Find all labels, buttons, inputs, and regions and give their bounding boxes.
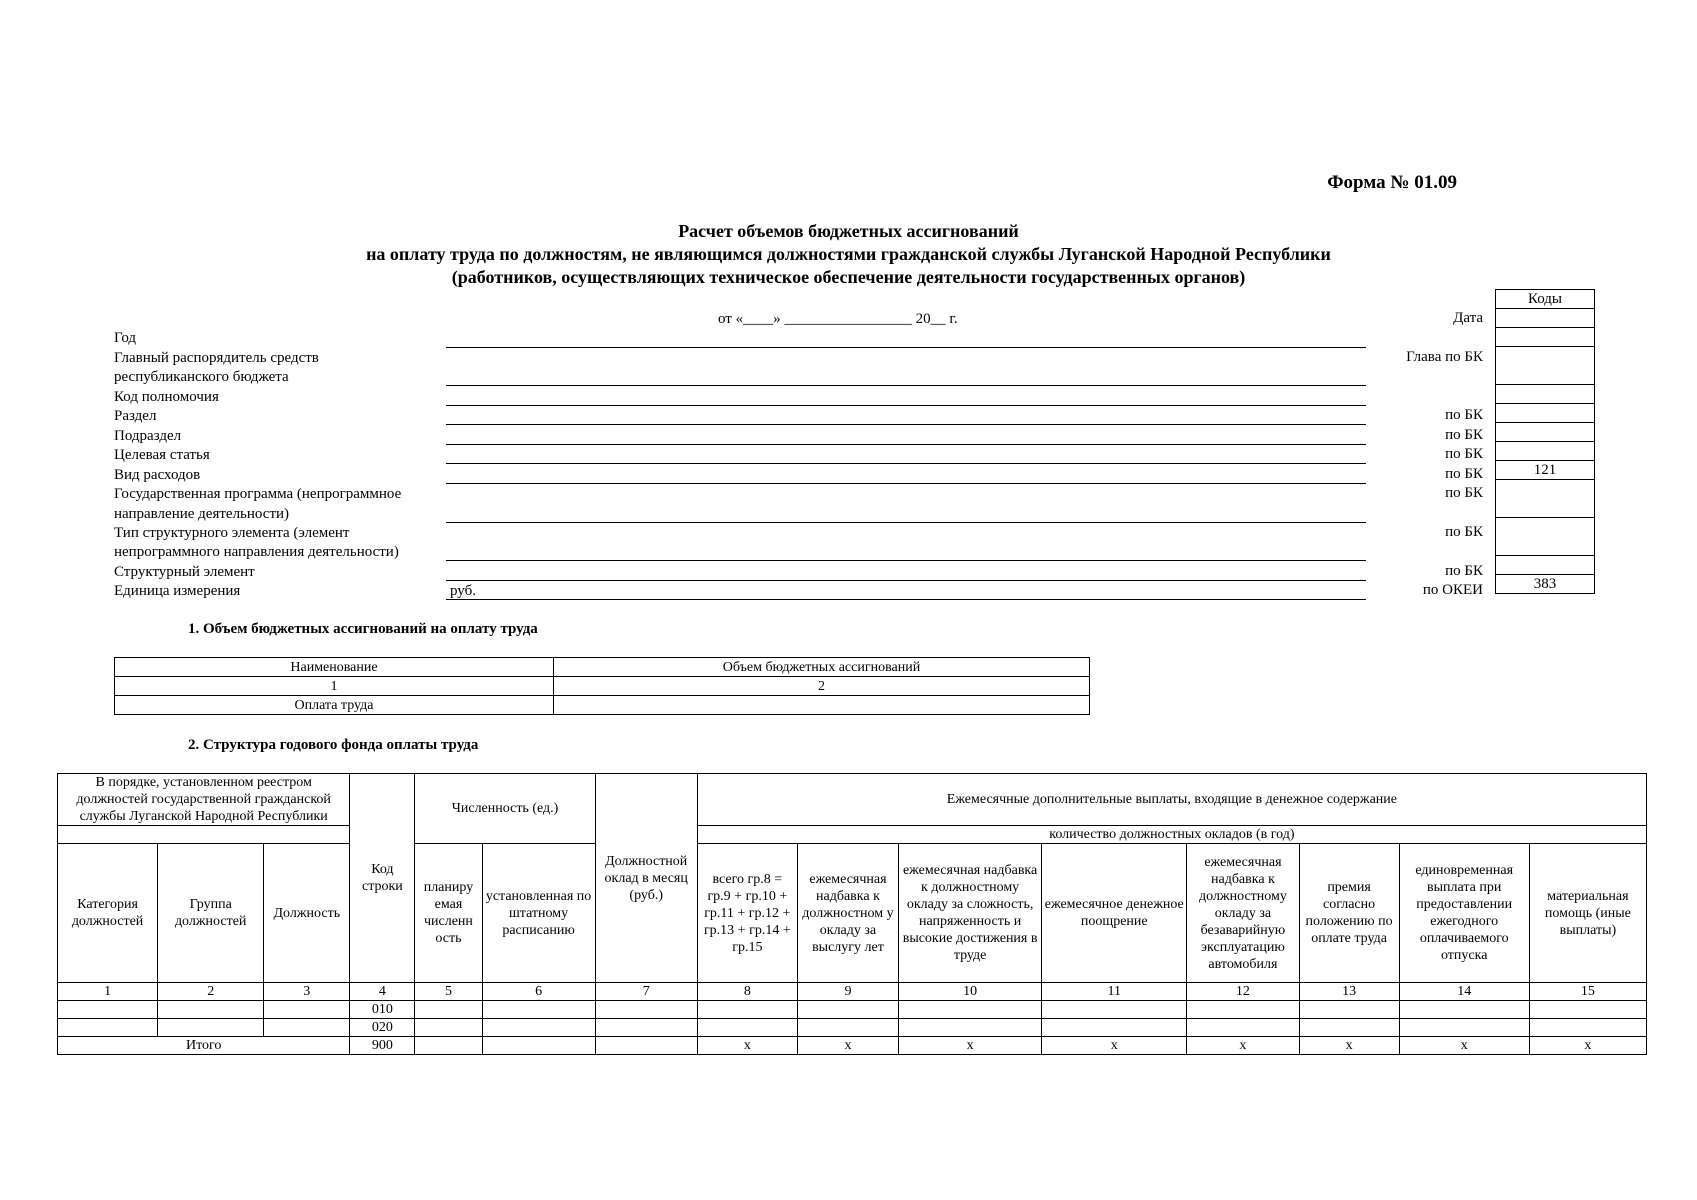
cell[interactable] xyxy=(1529,1019,1646,1037)
s2-num-1: 1 xyxy=(58,983,158,1001)
s2-num-5: 5 xyxy=(415,983,482,1001)
s2-header-register: В порядке, установленном реестром должностей государственной гражданской службы Луганской Народной Республики xyxy=(58,774,350,826)
s2-num-11: 11 xyxy=(1042,983,1187,1001)
s1-header-name: Наименование xyxy=(115,658,554,677)
s2-num-13: 13 xyxy=(1299,983,1399,1001)
cell[interactable] xyxy=(899,1019,1042,1037)
s2-col-total: всего гр.8 = гр.9 + гр.10 + гр.11 + гр.12 + гр.13 + гр.14 + гр.15 xyxy=(697,844,797,983)
s2-num-8: 8 xyxy=(697,983,797,1001)
cell[interactable] xyxy=(415,1019,482,1037)
s2-num-6: 6 xyxy=(482,983,595,1001)
s2-col-position: Должность xyxy=(264,844,350,983)
label-distributor-2: республиканского бюджета xyxy=(114,369,289,385)
cell[interactable] xyxy=(158,1001,264,1019)
distributor-line[interactable] xyxy=(446,385,1366,386)
label-struct-type-2: непрограммного направления деятельности) xyxy=(114,544,399,560)
cell[interactable] xyxy=(482,1037,595,1055)
cell[interactable] xyxy=(797,1019,898,1037)
x-mark: x xyxy=(697,1037,797,1055)
label-program-2: направление деятельности) xyxy=(114,506,290,522)
code-expense-type[interactable]: 121 xyxy=(1496,461,1595,480)
cell[interactable] xyxy=(1042,1019,1187,1037)
label-bk-subsection: по БК xyxy=(1445,427,1483,443)
cell[interactable] xyxy=(264,1001,350,1019)
s2-header-extra: Ежемесячные дополнительные выплаты, входящие в денежное содержание xyxy=(697,774,1646,826)
cell[interactable] xyxy=(697,1001,797,1019)
s2-col-seniority: ежемесячная надбавка к должностном у окладу за выслугу лет xyxy=(797,844,898,983)
cell[interactable] xyxy=(1042,1001,1187,1019)
title-line-3: (работников, осуществляющих техническое обеспечение деятельности государственных органов) xyxy=(451,267,1246,287)
cell[interactable] xyxy=(58,1001,158,1019)
code-year[interactable] xyxy=(1496,328,1595,347)
section-line[interactable] xyxy=(446,424,1366,425)
struct-type-line[interactable] xyxy=(446,560,1366,561)
code-chapter[interactable] xyxy=(1496,347,1595,385)
cell[interactable] xyxy=(595,1001,697,1019)
code-okei[interactable]: 383 xyxy=(1496,575,1595,594)
code-program[interactable] xyxy=(1496,480,1595,518)
label-target: Целевая статья xyxy=(114,447,210,463)
authority-line[interactable] xyxy=(446,405,1366,406)
title-line-2: на оплату труда по должностям, не являющимся должностями гражданской службы Луганской Народной Республики xyxy=(366,244,1331,264)
s1-row-label: Оплата труда xyxy=(115,696,554,715)
s2-header-register-cont xyxy=(58,826,350,844)
label-chapter: Глава по БК xyxy=(1406,349,1483,365)
x-mark: x xyxy=(797,1037,898,1055)
s2-header-code: Код строки xyxy=(350,774,415,983)
cell[interactable] xyxy=(264,1019,350,1037)
cell[interactable] xyxy=(797,1001,898,1019)
label-bk-target: по БК xyxy=(1445,446,1483,462)
subsection-line[interactable] xyxy=(446,444,1366,445)
s2-num-7: 7 xyxy=(595,983,697,1001)
unit-value: руб. xyxy=(450,583,476,599)
cell[interactable] xyxy=(482,1019,595,1037)
program-line[interactable] xyxy=(446,522,1366,523)
s2-num-4: 4 xyxy=(350,983,415,1001)
s2-col-vehicle: ежемесячная надбавка к должностному окладу за безаварийную эксплуатацию автомобиля xyxy=(1187,844,1299,983)
s2-num-2: 2 xyxy=(158,983,264,1001)
cell[interactable] xyxy=(1187,1019,1299,1037)
x-mark: x xyxy=(1529,1037,1646,1055)
cell[interactable] xyxy=(1399,1001,1529,1019)
s2-header-salary: Должностной оклад в месяц (руб.) xyxy=(595,774,697,983)
title-line-1: Расчет объемов бюджетных ассигнований xyxy=(678,221,1019,241)
cell[interactable] xyxy=(415,1037,482,1055)
x-mark: x xyxy=(1399,1037,1529,1055)
cell[interactable] xyxy=(482,1001,595,1019)
label-date: Дата xyxy=(1453,310,1483,326)
label-distributor-1: Главный распорядитель средств xyxy=(114,350,319,366)
label-unit: Единица измерения xyxy=(114,583,241,599)
form-number: Форма № 01.09 xyxy=(1327,172,1457,193)
year-line[interactable] xyxy=(446,347,1366,348)
x-mark: x xyxy=(1187,1037,1299,1055)
s2-num-10: 10 xyxy=(899,983,1042,1001)
s2-num-12: 12 xyxy=(1187,983,1299,1001)
s2-header-count: количество должностных окладов (в год) xyxy=(697,826,1646,844)
s2-col-category: Категория должностей xyxy=(58,844,158,983)
total-code: 900 xyxy=(350,1037,415,1055)
s2-num-3: 3 xyxy=(264,983,350,1001)
label-section: Раздел xyxy=(114,408,157,424)
s1-num-2: 2 xyxy=(554,677,1090,696)
cell[interactable] xyxy=(595,1019,697,1037)
cell[interactable] xyxy=(1299,1019,1399,1037)
label-bk-struct-type: по БК xyxy=(1445,524,1483,540)
label-program-1: Государственная программа (непрограммное xyxy=(114,486,402,502)
cell[interactable] xyxy=(595,1037,697,1055)
section1-table xyxy=(114,657,1090,715)
code-date[interactable] xyxy=(1496,309,1595,328)
table-row xyxy=(58,1019,1647,1037)
label-subsection: Подраздел xyxy=(114,428,182,444)
section1-title: 1. Объем бюджетных ассигнований на оплату труда xyxy=(188,621,538,637)
s1-row-value[interactable] xyxy=(554,696,1090,715)
cell[interactable] xyxy=(899,1001,1042,1019)
label-struct-type-1: Тип структурного элемента (элемент xyxy=(114,525,350,541)
table-row xyxy=(58,1001,1647,1019)
codes-table xyxy=(1495,289,1595,594)
s2-col-vacation: единовременная выплата при предоставлении ежегодного оплачиваемого отпуска xyxy=(1399,844,1529,983)
cell[interactable] xyxy=(415,1001,482,1019)
label-bk-program: по БК xyxy=(1445,485,1483,501)
cell[interactable] xyxy=(1299,1001,1399,1019)
cell[interactable] xyxy=(1529,1001,1646,1019)
label-year: Год xyxy=(114,330,137,346)
date-line: от «____» _________________ 20__ г. xyxy=(718,311,958,327)
s2-num-15: 15 xyxy=(1529,983,1646,1001)
cell[interactable] xyxy=(1399,1019,1529,1037)
code-struct-type[interactable] xyxy=(1496,518,1595,556)
s2-col-bonus: премия согласно положению по оплате труда xyxy=(1299,844,1399,983)
cell[interactable] xyxy=(1187,1001,1299,1019)
code-section[interactable] xyxy=(1496,404,1595,423)
expense-type-line[interactable] xyxy=(446,483,1366,484)
s2-num-14: 14 xyxy=(1399,983,1529,1001)
label-bk-struct: по БК xyxy=(1445,563,1483,579)
s2-col-complexity: ежемесячная надбавка к должностному окладу за сложность, напряженность и высокие достижения в труде xyxy=(899,844,1042,983)
total-label: Итого xyxy=(58,1037,350,1055)
x-mark: x xyxy=(899,1037,1042,1055)
section2-table xyxy=(57,773,1647,1055)
target-line[interactable] xyxy=(446,463,1366,464)
code-struct[interactable] xyxy=(1496,556,1595,575)
codes-header: Коды xyxy=(1496,290,1595,309)
code-target[interactable] xyxy=(1496,442,1595,461)
label-struct: Структурный элемент xyxy=(114,564,255,580)
s2-col-established: установленная по штатному расписанию xyxy=(482,844,595,983)
s2-num-9: 9 xyxy=(797,983,898,1001)
s2-col-group: Группа должностей xyxy=(158,844,264,983)
label-bk-expense: по БК xyxy=(1445,466,1483,482)
s2-col-incentive: ежемесячное денежное поощрение xyxy=(1042,844,1187,983)
code-authority[interactable] xyxy=(1496,385,1595,404)
cell[interactable] xyxy=(158,1019,264,1037)
x-mark: x xyxy=(1299,1037,1399,1055)
s2-col-planned: планиру емая численн ость xyxy=(415,844,482,983)
label-okei: по ОКЕИ xyxy=(1422,582,1483,598)
s1-header-volume: Объем бюджетных ассигнований xyxy=(554,658,1090,677)
s1-num-1: 1 xyxy=(115,677,554,696)
cell[interactable] xyxy=(58,1019,158,1037)
section2-title: 2. Структура годового фонда оплаты труда xyxy=(188,737,479,753)
label-bk-section: по БК xyxy=(1445,407,1483,423)
struct-line[interactable] xyxy=(446,580,1366,581)
s2-header-staff: Численность (ед.) xyxy=(415,774,595,844)
s2-col-aid: материальная помощь (иные выплаты) xyxy=(1529,844,1646,983)
total-row xyxy=(58,1037,1647,1055)
row-code-010: 010 xyxy=(350,1001,415,1019)
x-mark: x xyxy=(1042,1037,1187,1055)
code-subsection[interactable] xyxy=(1496,423,1595,442)
row-code-020: 020 xyxy=(350,1019,415,1037)
unit-line[interactable] xyxy=(446,599,1366,600)
label-authority: Код полномочия xyxy=(114,389,219,405)
document-title xyxy=(0,220,1697,289)
label-expense-type: Вид расходов xyxy=(114,467,201,483)
cell[interactable] xyxy=(697,1019,797,1037)
